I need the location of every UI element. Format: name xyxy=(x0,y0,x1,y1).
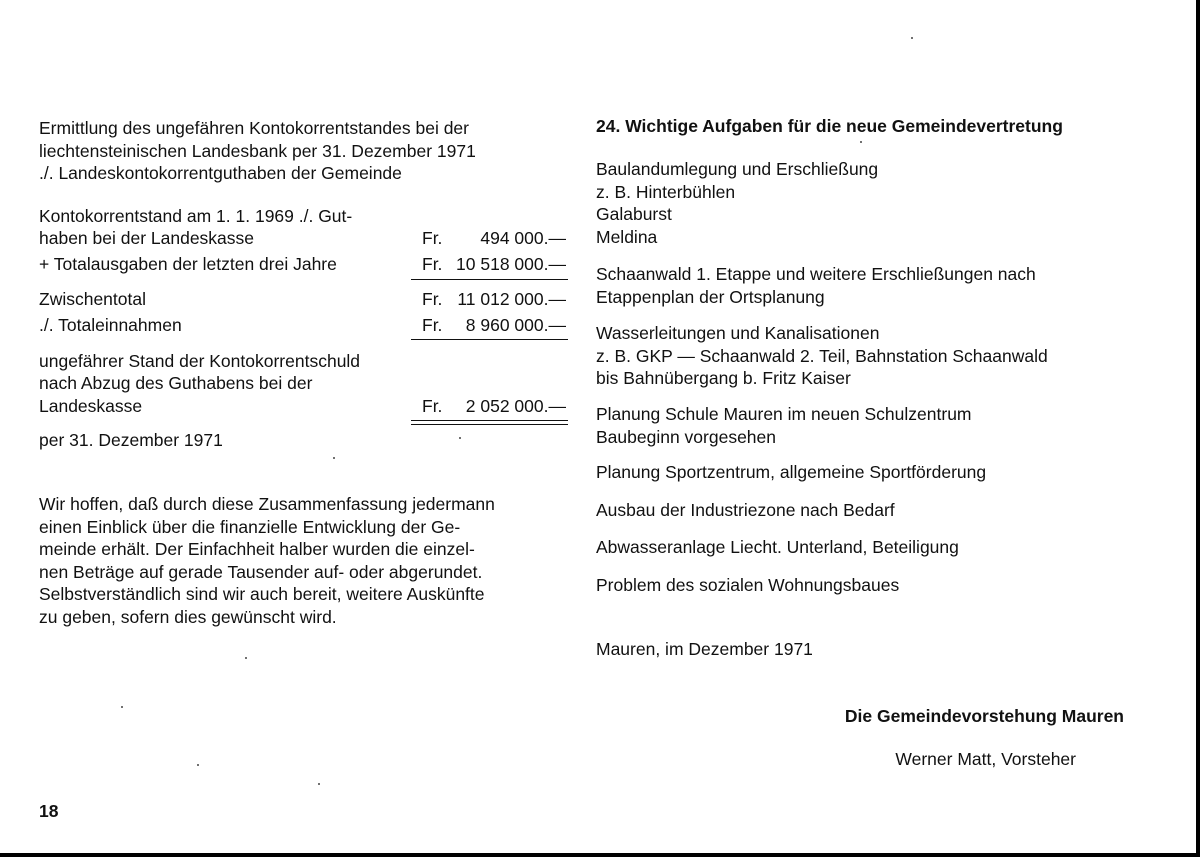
intro-line: liechtensteinischen Landesbank per 31. Dezember 1971 xyxy=(39,140,476,161)
task-block xyxy=(596,322,1123,390)
signatory-name: Werner Matt, Vorsteher xyxy=(895,749,1076,769)
row3-amount-cell xyxy=(422,289,566,311)
scan-speck xyxy=(318,783,320,785)
row3-currency: Fr. xyxy=(422,289,443,309)
task-line: Planung Sportzentrum, allgemeine Sportförderung xyxy=(596,462,987,482)
intro-paragraph xyxy=(39,117,567,185)
row1-currency: Fr. xyxy=(422,228,443,248)
closing-line: nen Beträge auf gerade Tausender auf- oder abgerundet. xyxy=(39,561,483,582)
row1-label-line1: Kontokorrentstand am 1. 1. 1969 ./. Gut- xyxy=(39,206,353,226)
task-line: bis Bahnübergang b. Fritz Kaiser xyxy=(596,368,851,388)
row3-amount: 11 012 000.— xyxy=(457,289,566,309)
task-block xyxy=(596,158,1126,248)
task-line: Schaanwald 1. Etappe und weitere Erschließungen nach xyxy=(596,264,1036,284)
row5-amount-cell xyxy=(422,396,566,418)
task-line: Baulandumlegung und Erschließung xyxy=(596,159,879,179)
total-double-rule-top xyxy=(411,420,568,421)
task-line: Ausbau der Industriezone nach Bedarf xyxy=(596,500,895,520)
row1-amount: 494 000.— xyxy=(480,228,566,248)
task-line: Planung Schule Mauren im neuen Schulzentrum xyxy=(596,404,972,424)
subtotal-rule xyxy=(411,279,568,280)
task-line: Meldina xyxy=(596,226,658,247)
row2-amount-cell xyxy=(422,254,566,276)
row4-label: ./. Totaleinnahmen xyxy=(39,315,182,335)
row5-label-line3: Landeskasse xyxy=(39,396,143,416)
row3-label: Zwischentotal xyxy=(39,289,146,309)
task-line: Abwasseranlage Liecht. Unterland, Beteiligung xyxy=(596,537,959,557)
row1-label-line2: haben bei der Landeskasse xyxy=(39,228,255,248)
row5-amount: 2 052 000.— xyxy=(465,396,566,416)
row2-label: + Totalausgaben der letzten drei Jahre xyxy=(39,254,337,274)
row2-amount: 10 518 000.— xyxy=(456,254,566,274)
task-line: Wasserleitungen und Kanalisationen xyxy=(596,323,880,343)
task-line: Galaburst xyxy=(596,204,672,224)
difference-rule xyxy=(411,339,568,340)
signatory-org: Die Gemeindevorstehung Mauren xyxy=(844,706,1124,726)
scan-speck xyxy=(245,657,247,659)
row1-amount-cell xyxy=(422,228,566,250)
scan-speck xyxy=(121,706,123,708)
task-line: Etappenplan der Ortsplanung xyxy=(596,286,825,307)
closing-line: Wir hoffen, daß durch diese Zusammenfassung jedermann xyxy=(39,494,495,514)
page-number: 18 xyxy=(39,801,59,821)
scan-speck xyxy=(197,764,199,766)
row4-amount: 8 960 000.— xyxy=(465,315,566,335)
row5-currency: Fr. xyxy=(422,396,443,416)
closing-line: Selbstverständlich sind wir auch bereit, weitere Auskünfte xyxy=(39,584,485,604)
task-line: z. B. Hinterbühlen xyxy=(596,181,736,202)
total-double-rule-bottom xyxy=(411,424,568,425)
intro-line: ./. Landeskontokorrentguthaben der Gemeinde xyxy=(39,163,402,183)
place-date: Mauren, im Dezember 1971 xyxy=(596,639,813,659)
row4-amount-cell xyxy=(422,315,566,337)
row5-label-line1: ungefährer Stand der Kontokorrentschuld xyxy=(39,351,361,371)
task-line: z. B. GKP — Schaanwald 2. Teil, Bahnstation Schaanwald xyxy=(596,345,1048,366)
closing-line: zu geben, sofern dies gewünscht wird. xyxy=(39,606,337,627)
section-heading: 24. Wichtige Aufgaben für die neue Gemeindevertretung xyxy=(596,116,1063,136)
task-line: Baubeginn vorgesehen xyxy=(596,426,777,447)
row5-label-line2: nach Abzug des Guthabens bei der xyxy=(39,373,313,393)
scan-speck xyxy=(860,141,862,143)
scan-speck xyxy=(333,457,335,459)
task-block xyxy=(596,263,1123,308)
scan-speck xyxy=(459,437,461,439)
row2-currency: Fr. xyxy=(422,254,443,274)
scan-speck xyxy=(911,37,913,39)
table-date-line: per 31. Dezember 1971 xyxy=(39,430,223,450)
task-line: Problem des sozialen Wohnungsbaues xyxy=(596,575,900,595)
closing-paragraph xyxy=(39,493,567,628)
intro-line: Ermittlung des ungefähren Kontokorrentstandes bei der xyxy=(39,118,469,138)
task-block xyxy=(596,403,1123,448)
closing-line: meinde erhält. Der Einfachheit halber wurden die einzel- xyxy=(39,539,475,559)
row4-currency: Fr. xyxy=(422,315,443,335)
closing-line: einen Einblick über die finanzielle Entwicklung der Ge- xyxy=(39,516,461,537)
